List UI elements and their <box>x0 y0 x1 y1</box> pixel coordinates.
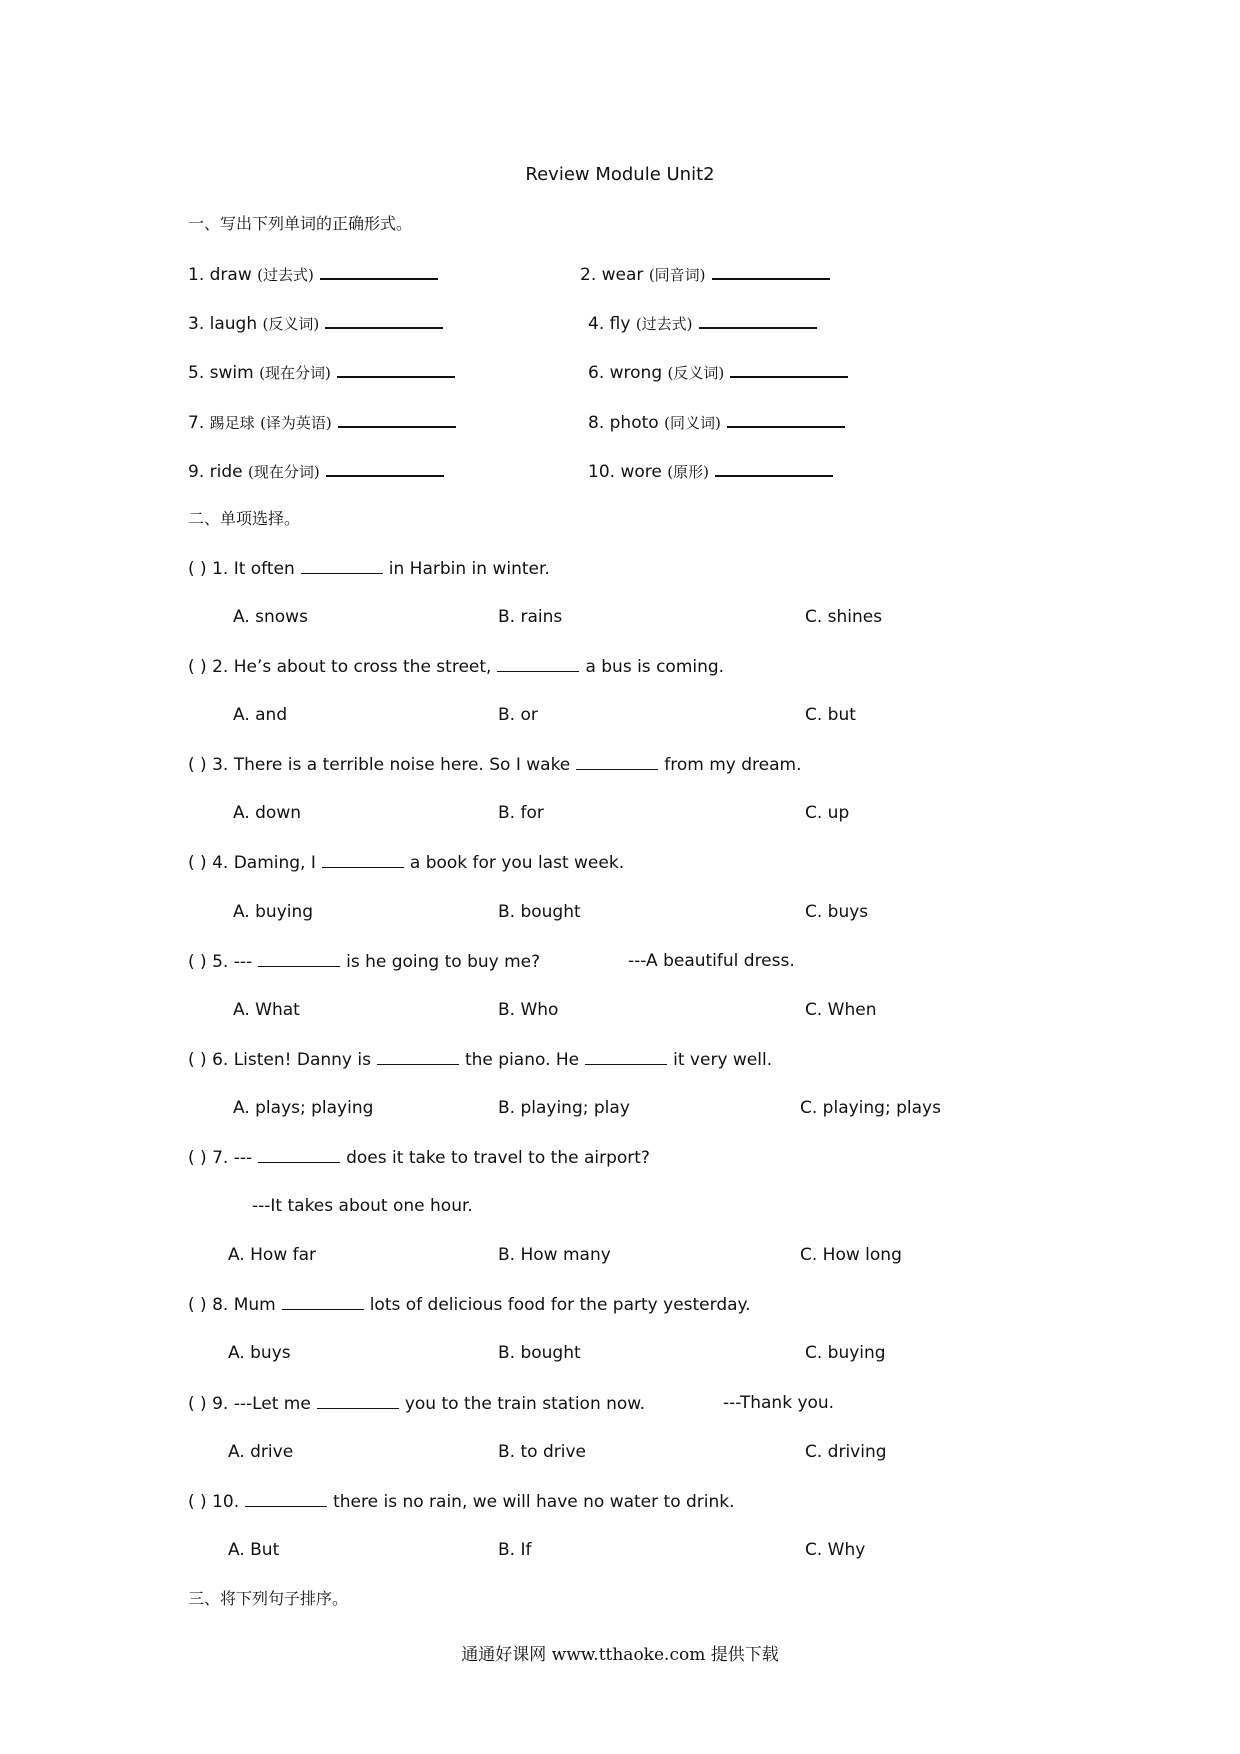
item-hint: (同义词) <box>664 413 721 432</box>
word-item <box>588 406 845 438</box>
question-text <box>188 1388 645 1419</box>
option-c: C. How long <box>800 1245 902 1266</box>
option-a: A. buys <box>228 1343 291 1364</box>
item-number: 3. <box>188 314 205 335</box>
item-hint: (原形) <box>667 462 709 481</box>
question-part: ( ) 9. ---Let me <box>188 1393 311 1414</box>
word-item <box>188 455 444 487</box>
answer-blank <box>258 1142 340 1163</box>
question-row <box>0 847 1240 877</box>
question-row <box>0 1388 1240 1418</box>
answer-blank <box>337 356 455 378</box>
item-word: wear <box>601 265 644 286</box>
options-row <box>0 1093 1240 1123</box>
item-hint: (反义词) <box>667 364 725 383</box>
item-hint: (过去式) <box>257 266 314 285</box>
question-row <box>0 651 1240 681</box>
word-item <box>588 356 848 388</box>
word-row <box>0 258 1240 288</box>
footer-watermark: 通通好课网 www.tthaoke.com 提供下载 <box>461 1645 779 1665</box>
option-b: B. rains <box>498 606 563 627</box>
section-heading: 一、写出下列单词的正确形式。 <box>188 214 413 234</box>
item-number: 10. <box>588 461 616 482</box>
question-part: ( ) 6. Listen! Danny is <box>188 1049 371 1070</box>
item-number: 4. <box>588 314 605 335</box>
question-part: ( ) 2. He’s about to cross the street, <box>188 657 492 677</box>
question-part: ( ) 3. There is a terrible noise here. So I wake <box>188 755 571 776</box>
question-row <box>0 553 1240 583</box>
word-item <box>188 356 455 388</box>
answer-blank <box>730 356 848 378</box>
answer-blank <box>317 1388 399 1409</box>
option-b: B. bought <box>498 1343 581 1364</box>
answer-blank <box>326 455 444 477</box>
option-c: C. Why <box>805 1539 866 1560</box>
question-text <box>188 1289 751 1320</box>
answer-blank <box>497 651 579 672</box>
option-b: B. Who <box>498 999 559 1020</box>
question-text <box>188 651 724 682</box>
option-b: B. playing; play <box>498 1097 630 1118</box>
question-text <box>188 946 540 977</box>
item-word: fly <box>609 314 631 335</box>
option-c: C. up <box>805 803 850 824</box>
answer-line-row <box>0 1191 1240 1221</box>
question-part: ( ) 5. --- <box>188 951 253 972</box>
item-word: photo <box>609 412 659 433</box>
question-row <box>0 1289 1240 1319</box>
option-a: A. plays; playing <box>233 1097 374 1118</box>
answer-blank <box>322 847 404 868</box>
item-word: 踢足球 <box>209 413 255 432</box>
question-text <box>188 1044 772 1075</box>
item-hint: (过去式) <box>635 315 693 334</box>
question-part: ( ) 7. --- <box>188 1148 253 1168</box>
question-row <box>0 946 1240 976</box>
option-a: A. How far <box>228 1245 317 1266</box>
answer-blank <box>715 455 833 477</box>
option-c: C. driving <box>805 1441 887 1462</box>
option-a: A. and <box>233 705 288 726</box>
options-row <box>0 995 1240 1025</box>
answer-blank <box>338 406 456 428</box>
section-heading: 二、单项选择。 <box>188 508 301 528</box>
answer-blank <box>301 553 383 574</box>
answer-blank <box>325 307 443 329</box>
question-part: a bus is coming. <box>585 657 725 677</box>
word-item <box>588 307 817 339</box>
question-reply: ---A beautiful dress. <box>628 950 795 971</box>
item-number: 8. <box>588 412 605 433</box>
item-word: swim <box>209 363 254 384</box>
answer-blank <box>245 1486 327 1507</box>
option-c: C. but <box>805 705 856 726</box>
question-reply: ---Thank you. <box>723 1392 835 1413</box>
options-row <box>0 798 1240 828</box>
option-c: C. buys <box>805 901 869 922</box>
options-row <box>0 897 1240 927</box>
item-number: 7. <box>188 412 205 433</box>
item-hint: (现在分词) <box>259 364 331 383</box>
word-row <box>0 406 1240 436</box>
answer-blank <box>258 946 340 967</box>
item-word: wore <box>620 461 662 482</box>
section-heading: 三、将下列句子排序。 <box>188 1588 349 1608</box>
options-row <box>0 1338 1240 1368</box>
options-row <box>0 1535 1240 1565</box>
word-item <box>188 307 443 339</box>
item-hint: (同音词) <box>648 266 706 285</box>
option-a: A. What <box>233 999 300 1020</box>
item-hint: (译为英语) <box>260 413 332 432</box>
word-item <box>580 258 830 290</box>
question-row <box>0 1486 1240 1516</box>
option-b: B. or <box>498 705 538 726</box>
option-b: B. bought <box>498 901 581 922</box>
question-part: the piano. He <box>464 1049 580 1070</box>
question-part: ( ) 4. Daming, I <box>188 853 316 874</box>
item-word: draw <box>209 265 252 286</box>
answer-blank <box>320 258 438 280</box>
question-part: does it take to travel to the airport? <box>346 1148 650 1168</box>
options-row <box>0 700 1240 730</box>
option-a: A. snows <box>233 606 308 627</box>
option-a: A. drive <box>228 1441 294 1462</box>
option-a: A. down <box>233 803 302 824</box>
item-word: ride <box>209 461 243 482</box>
word-row <box>0 307 1240 337</box>
question-part: it very well. <box>673 1049 773 1070</box>
item-number: 9. <box>188 461 205 482</box>
item-number: 5. <box>188 363 205 384</box>
answer-blank <box>377 1044 459 1065</box>
item-hint: (现在分词) <box>248 462 320 481</box>
option-c: C. playing; plays <box>800 1097 941 1118</box>
word-item <box>188 258 438 290</box>
item-number: 1. <box>188 265 205 286</box>
question-part: ( ) 1. It often <box>188 558 295 579</box>
option-c: C. shines <box>805 606 883 627</box>
page-title: Review Module Unit2 <box>525 164 715 185</box>
options-row <box>0 602 1240 632</box>
word-row <box>0 455 1240 485</box>
answer-blank <box>727 406 845 428</box>
option-a: A. buying <box>233 901 314 922</box>
option-b: B. for <box>498 803 544 824</box>
word-item <box>588 455 833 487</box>
option-b: B. to drive <box>498 1441 586 1462</box>
question-text <box>188 553 550 584</box>
question-text <box>188 847 624 878</box>
answer-blank <box>712 258 830 280</box>
option-c: C. buying <box>805 1343 886 1364</box>
item-number: 2. <box>580 265 597 286</box>
option-a: A. But <box>228 1539 280 1560</box>
answer-blank <box>282 1289 364 1310</box>
item-word: laugh <box>209 314 258 335</box>
question-part: lots of delicious food for the party yesterday. <box>369 1295 751 1316</box>
question-part: in Harbin in winter. <box>388 558 550 579</box>
question-part: from my dream. <box>664 755 802 776</box>
item-number: 6. <box>588 363 605 384</box>
question-text <box>188 749 802 780</box>
options-row <box>0 1240 1240 1270</box>
options-row <box>0 1437 1240 1467</box>
word-row <box>0 356 1240 386</box>
answer-blank <box>585 1044 667 1065</box>
question-text <box>188 1142 650 1173</box>
answer-blank <box>576 749 658 770</box>
question-row <box>0 1142 1240 1172</box>
answer-blank <box>699 307 817 329</box>
answer-line: ---It takes about one hour. <box>252 1196 473 1217</box>
question-part: is he going to buy me? <box>346 951 541 972</box>
question-row <box>0 1044 1240 1074</box>
question-part: a book for you last week. <box>409 853 625 874</box>
question-part: there is no rain, we will have no water to drink. <box>333 1491 735 1512</box>
question-part: you to the train station now. <box>404 1393 646 1414</box>
question-part: ( ) 10. <box>188 1491 240 1512</box>
option-c: C. When <box>805 999 877 1020</box>
question-text <box>188 1486 735 1517</box>
option-b: B. If <box>498 1539 532 1560</box>
question-part: ( ) 8. Mum <box>188 1295 276 1316</box>
item-word: wrong <box>609 363 663 384</box>
item-hint: (反义词) <box>262 315 320 334</box>
word-item <box>188 406 456 438</box>
option-b: B. How many <box>498 1245 611 1266</box>
question-row <box>0 749 1240 779</box>
